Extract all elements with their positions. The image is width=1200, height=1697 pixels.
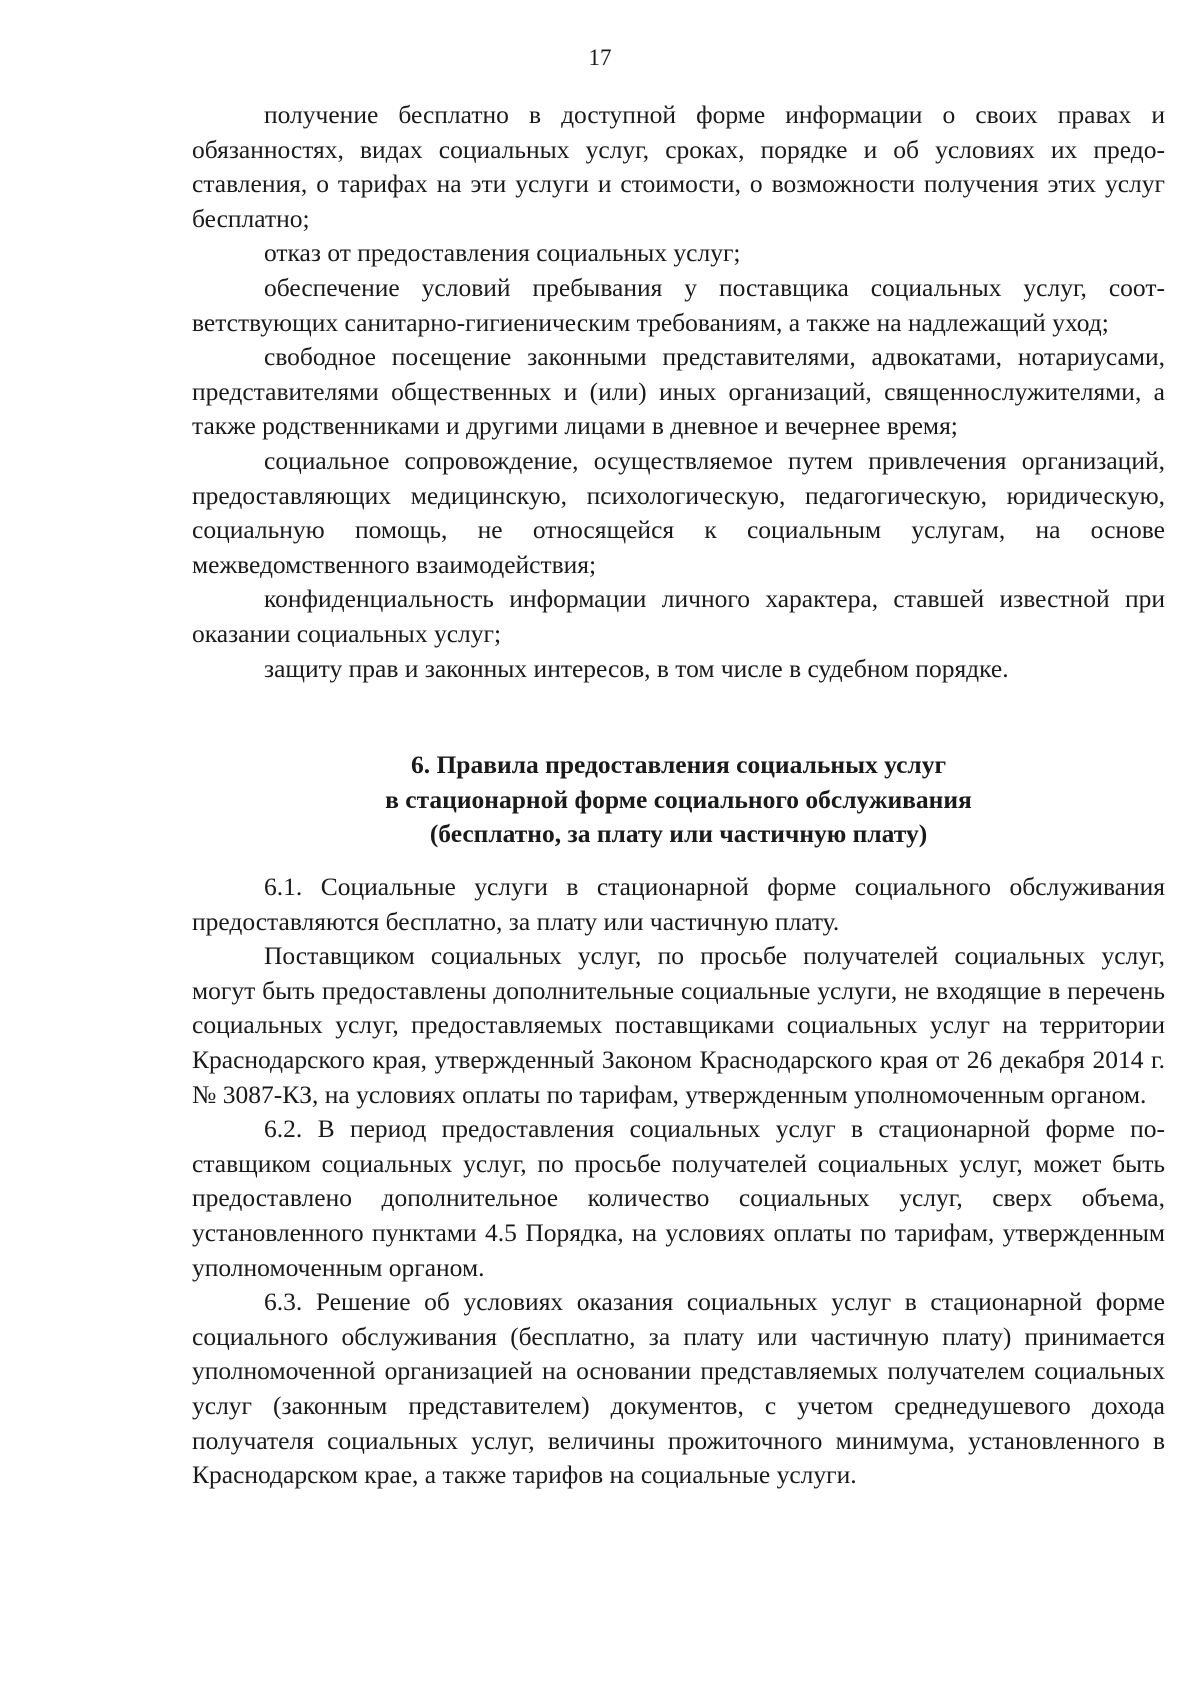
paragraph: 6.2. В период предоставления социальных услуг в стационарной форме поставщиком социальных услуг, по просьбе получателей социальных услуг, может быть предоставлено дополнительное количество социальных услуг, сверх объема, установленного пунктами 4.5 Порядка, на условиях оплаты по тарифам, утвержденным уполномоченным органом. <box>192 1114 1165 1282</box>
section-heading <box>192 748 1165 852</box>
paragraph: Поставщиком социальных услуг, по просьбе получателей социальных услуг, могут быть предоставлены дополнительные социальные услуги, не входящие в перечень социальных услуг, предоставляемых поставщиками социальных услуг на территории Краснодарского края, утвержденный Законом Краснодарского края от 26 декабря 2014 г. № 3087-КЗ, на условиях оплаты по тарифам, утвержденным уполномоченным органом. <box>192 941 1165 1109</box>
paragraph: конфиденциальность информации личного характера, ставшей известной при оказании социальных услуг; <box>192 584 1165 648</box>
section-title-line: (бесплатно, за плату или частичную плату) <box>429 819 928 849</box>
paragraph: защиту прав и законных интересов, в том числе в судебном порядке. <box>264 653 1009 683</box>
section-body <box>192 870 1165 1493</box>
paragraph: отказ от предоставления социальных услуг; <box>264 238 741 268</box>
section-title-line: 6. Правила предоставления социальных услуг <box>410 750 947 779</box>
page-number: 17 <box>588 45 612 70</box>
paragraph: социальное сопровождение, осуществляемое путем привлечения организаций, предоставляющих медицинскую, психологическую, педагогическую, юридическую, социальную помощь, не относящейся к социальным услугам, на основе межведомственного взаимодействия; <box>192 445 1165 579</box>
paragraph: свободное посещение законными представителями, адвокатами, нотариусами, представителями общественных и (или) иных организаций, священнослужителями, а также родственниками и другими лицами в дневное и вечернее время; <box>192 342 1165 441</box>
paragraph: получение бесплатно в доступной форме информации о своих правах и обязанностях, видах социальных услуг, сроках, порядке и об условиях их предоставления, о тарифах на эти услуги и стоимости, о возможности получения этих услуг бесплатно; <box>192 100 1165 233</box>
paragraph: 6.1. Социальные услуги в стационарной форме социального обслуживания предоставляются бесплатно, за плату или частичную плату. <box>192 872 1165 936</box>
section-title-line: в стационарной форме социального обслуживания <box>385 784 972 814</box>
paragraph: 6.3. Решение об условиях оказания социальных услуг в стационарной форме социального обслуживания (бесплатно, за плату или частичную плату) принимается уполномоченной организацией на основании представляемых получателем социальных услуг (законным представителем) документов, с учетом среднедушевого дохода получателя социальных услуг, величины прожиточного минимума, установленного в Краснодарском крае, а также тарифов на социальные услуги. <box>192 1287 1165 1490</box>
rights-list <box>192 98 1165 686</box>
paragraph: обеспечение условий пребывания у поставщика социальных услуг, соответствующих санитарно-гигиеническим требованиям, а также на надлежащий уход; <box>192 272 1165 337</box>
